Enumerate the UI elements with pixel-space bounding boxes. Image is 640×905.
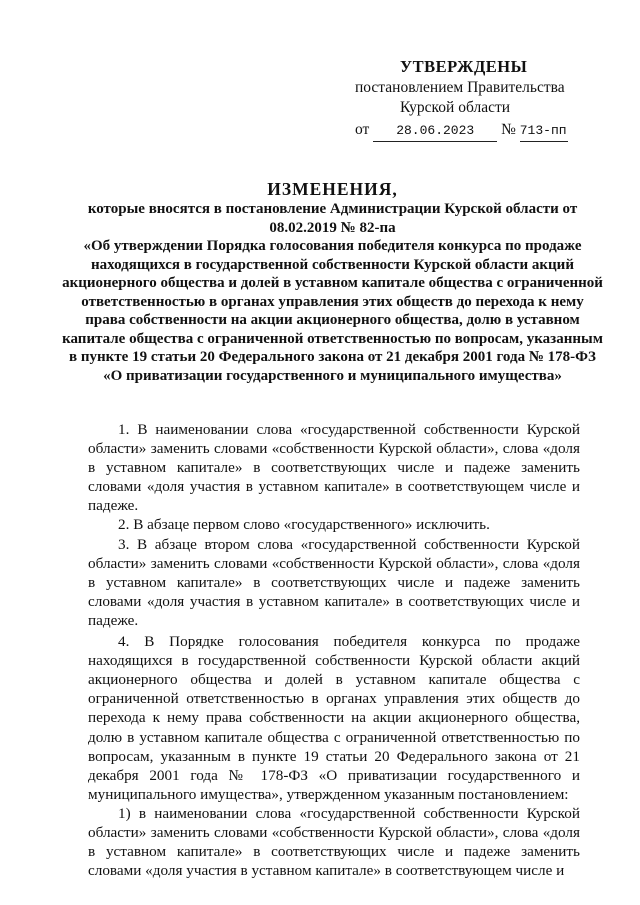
act-name: «Об утверждении Порядка голосования победителя конкурса по продаже находящихся в государственной собственности Курской области акций акционерного общества и долей в уставном капитале общества с ограниченной ответственностью в органах управления этих обществ до перехода к нему права собственности на акции акционерного общества, долю в уставном капитале общества с ограниченной ответственностью по вопросам, указанным в пункте 19 статьи 20 Федерального закона от 21 декабря 2001 года № 178-ФЗ «О приватизации государственного и муниципального имущества»	[62, 238, 603, 384]
approval-line-1: постановлением Правительства	[355, 79, 565, 96]
approval-heading: УТВЕРЖДЕНЫ	[400, 57, 528, 76]
document-body	[88, 420, 580, 880]
title-subtitle: которые вносятся в постановление Администрации Курской области от 08.02.2019 № 82-па	[87, 201, 578, 236]
approval-stamp	[340, 56, 590, 142]
paragraph-4: 4. В Порядке голосования победителя конкурса по продаже находящихся в государственной собственности Курской области акций акционерного общества и долей в уставном капитале общества с ограниченной ответственностью в органах управления этих обществ до перехода к нему права собственности на акции акционерного общества, долю в уставном капитале общества с ограниченной ответственностью по вопросам, указанным в пункте 19 статьи 20 Федерального закона от 21 декабря 2001 года № 178-ФЗ «О приватизации государственного и муниципального имущества», утвержденном указанным постановлением:	[88, 633, 580, 803]
approval-date: 28.06.2023	[373, 121, 497, 142]
approval-date-line	[340, 120, 590, 142]
paragraph-4-1: 1) в наименовании слова «государственной собственности Курской области» заменить словами «собственности Курской области», слова «доля в уставном капитале» в соответствующих числе и падеже заменить словами «доля участия в уставном капитале» в соответствующем числе и	[88, 804, 580, 880]
approval-line-2: Курской области	[400, 99, 511, 116]
page-title: ИЗМЕНЕНИЯ,	[267, 179, 398, 199]
paragraph-1: 1. В наименовании слова «государственной собственности Курской области» заменить словами «собственности Курской области», слова «доля в уставном капитале» в соответствующих числе и падеже заменить словами «доля участия в уставном капитале» в соответствующем числе и падеже.	[88, 421, 580, 515]
number-prefix: №	[501, 121, 516, 138]
paragraph-2: 2. В абзаце первом слово «государственного» исключить.	[118, 516, 490, 534]
approval-number: 713-пп	[520, 121, 568, 142]
paragraph-3: 3. В абзаце втором слова «государственной собственности Курской области» заменить словами «собственности Курской области», слова «доля в уставном капитале» в соответствующих числе и падеже заменить словами «доля участия в уставном капитале» в соответствующих числе и падеже.	[88, 535, 580, 629]
document-heading	[60, 178, 605, 385]
date-prefix: от	[355, 121, 370, 138]
